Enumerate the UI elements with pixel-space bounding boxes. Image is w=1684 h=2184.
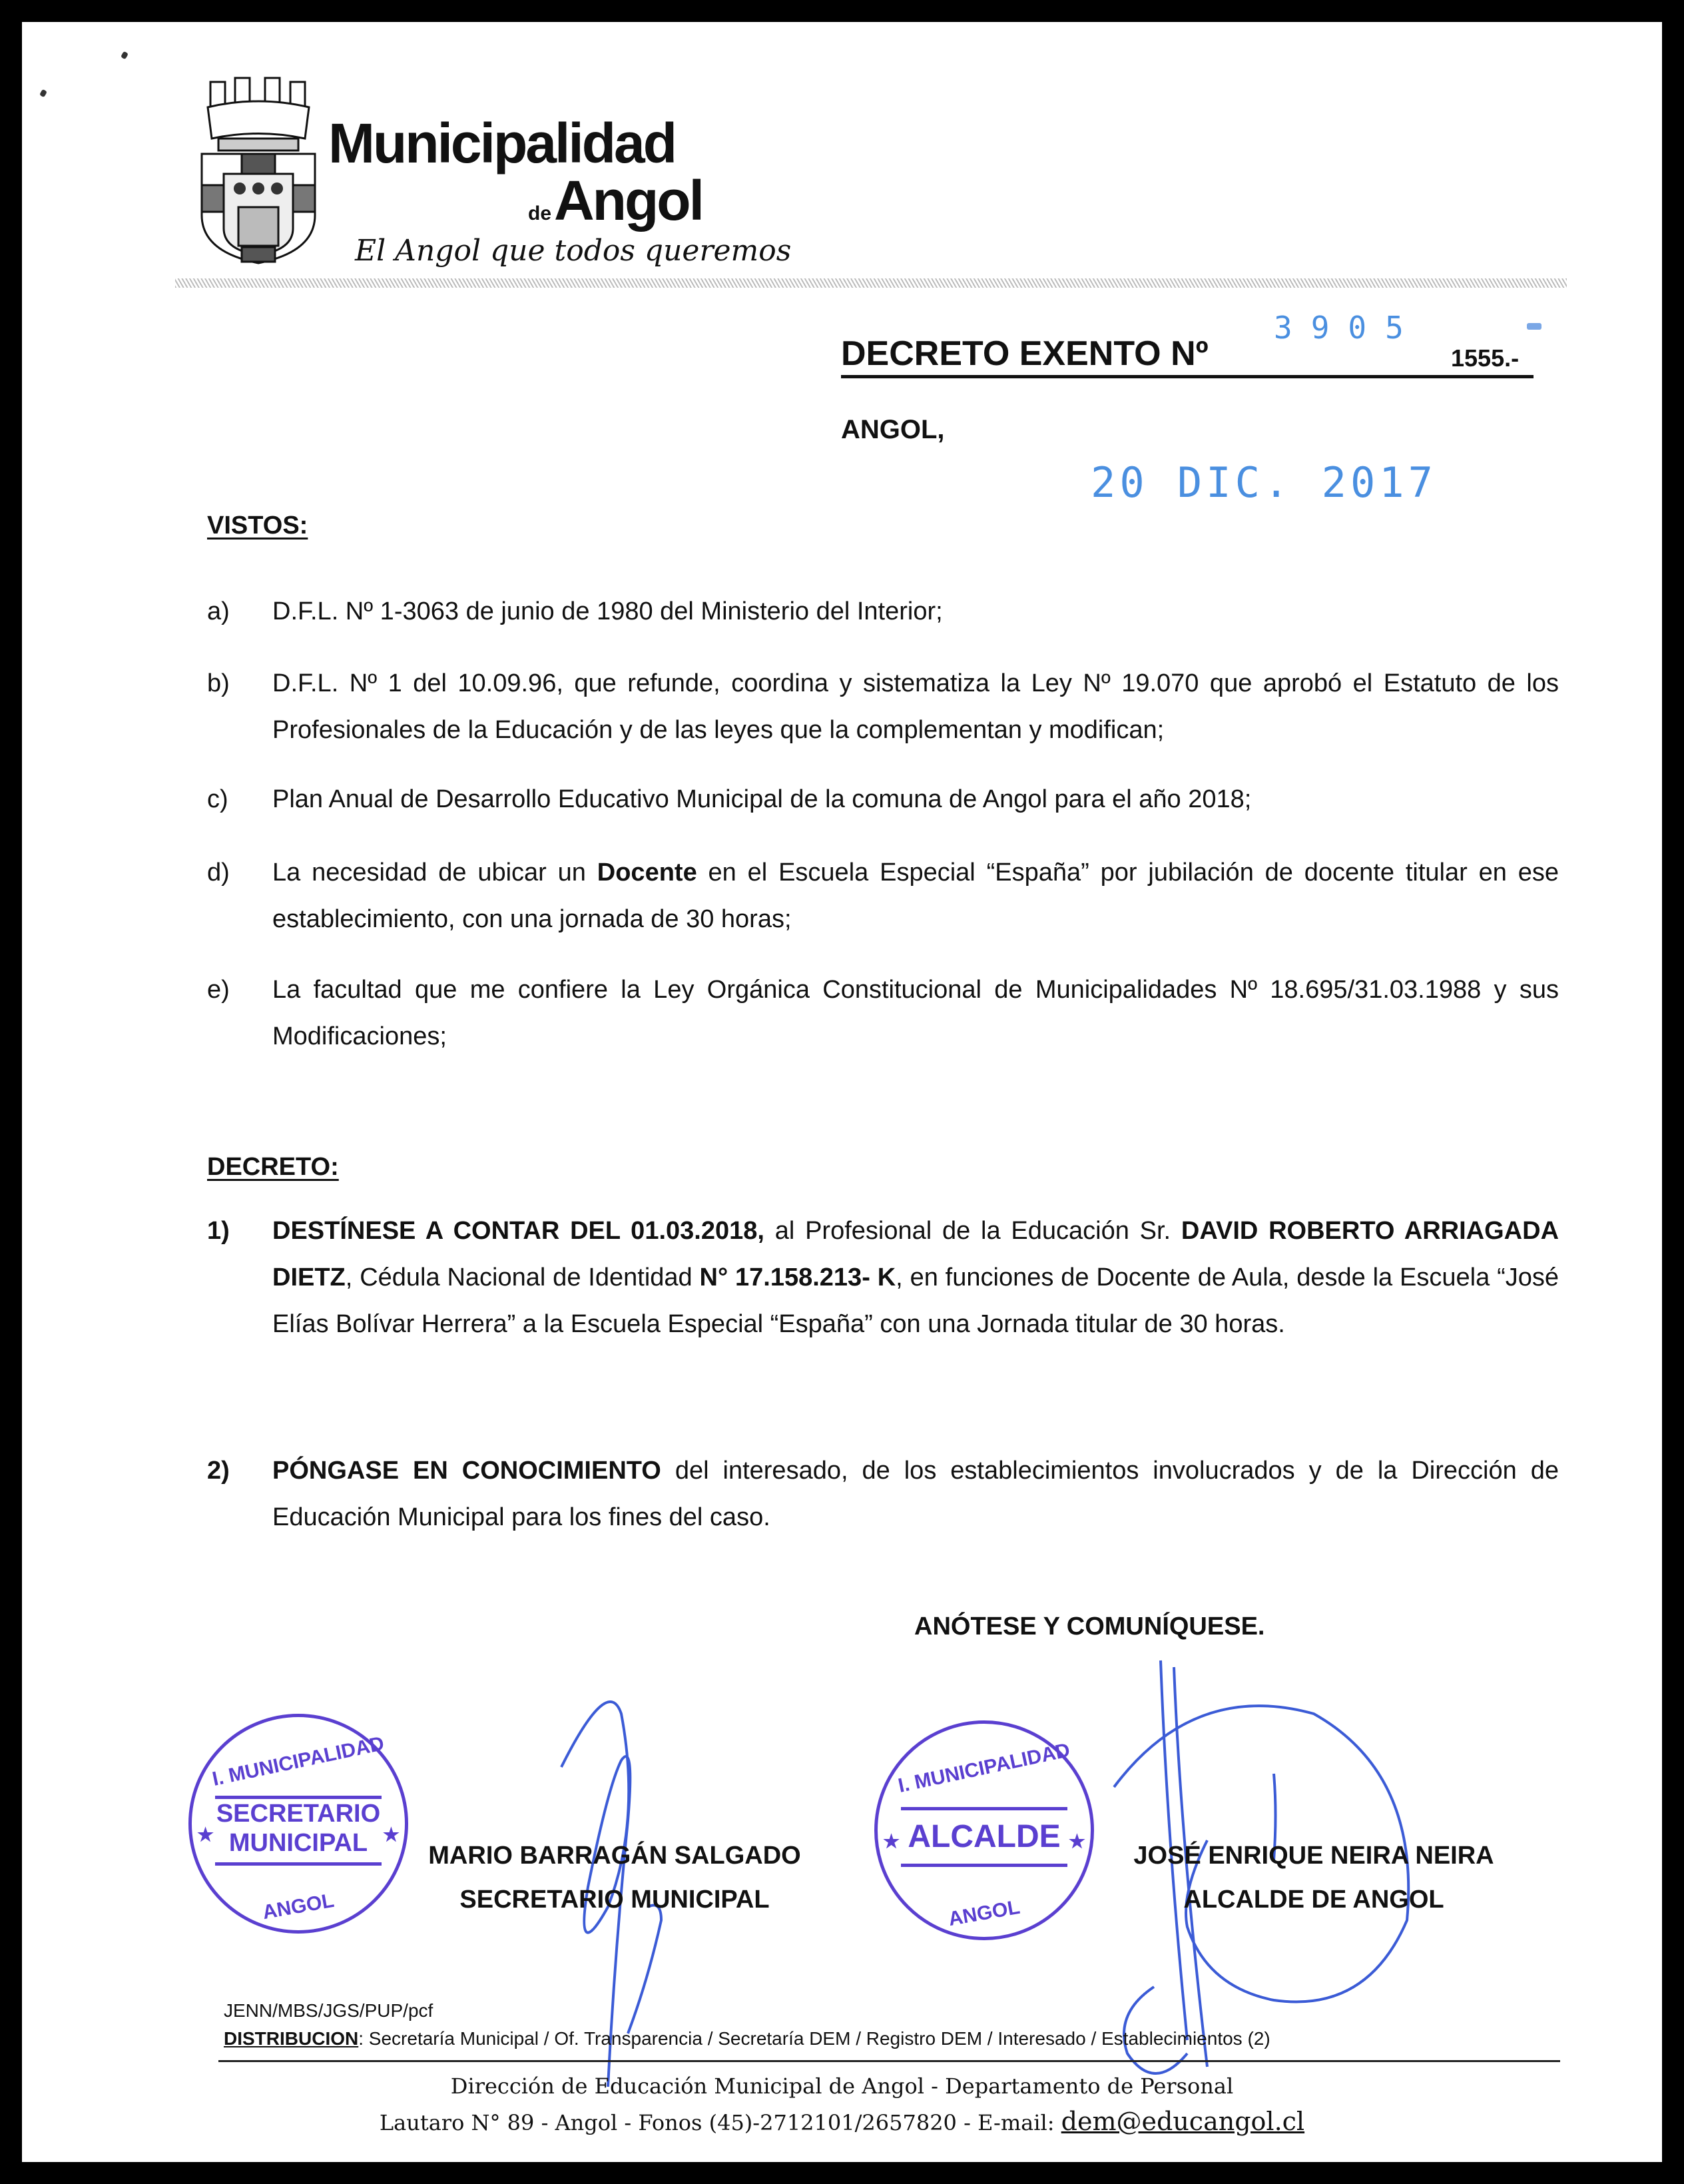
- star-icon: ★: [197, 1824, 214, 1845]
- clause-item: [207, 1447, 1559, 1541]
- decreto-heading: DECRETO:: [207, 1153, 339, 1181]
- seal-top-text: I. MUNICIPALIDAD: [210, 1732, 386, 1790]
- clause-marker: 2): [207, 1457, 230, 1485]
- decree-title-underline: [841, 375, 1534, 378]
- footer-address: [22, 2107, 1662, 2136]
- clause-marker: c): [207, 785, 228, 813]
- clause-bold-text: N° 17.158.213- K: [699, 1264, 896, 1291]
- seal-bar: [215, 1796, 382, 1799]
- secretary-seal: [188, 1714, 408, 1934]
- distribution-list: [224, 2028, 1270, 2049]
- seal-middle-text: ALCALDE: [908, 1819, 1061, 1854]
- clause-item: [207, 776, 1559, 823]
- clause-text: [272, 849, 1559, 942]
- vistos-heading: VISTOS:: [207, 512, 308, 540]
- clause-text: [272, 1447, 1559, 1541]
- clause-text: [272, 1208, 1559, 1347]
- org-city: Angol: [554, 169, 702, 232]
- reference-number: 1555.-: [1451, 344, 1520, 372]
- clause-bold-text: PÓNGASE EN CONOCIMIENTO: [272, 1457, 661, 1485]
- seal-bottom-text: ANGOL: [946, 1896, 1022, 1931]
- decree-city: ANGOL,: [841, 415, 945, 444]
- clause-text: [272, 776, 1559, 823]
- clause-bold-text: DESTÍNESE A CONTAR DEL 01.03.2018,: [272, 1217, 764, 1245]
- clause-bold-text: Docente: [597, 859, 697, 887]
- clause-item: [207, 588, 1559, 635]
- footer-divider: [218, 2060, 1560, 2062]
- clause-marker: d): [207, 859, 230, 887]
- mayor-title: ALCALDE DE ANGOL: [1183, 1886, 1444, 1914]
- clause-text-run: , Cédula Nacional de Identidad: [345, 1264, 700, 1291]
- star-icon: ★: [883, 1831, 900, 1852]
- clause-text: [272, 966, 1559, 1060]
- clause-marker: b): [207, 669, 230, 697]
- scan-speck: [121, 51, 129, 60]
- mayor-seal: [874, 1720, 1094, 1940]
- clause-marker: e): [207, 976, 230, 1004]
- clause-item: [207, 849, 1559, 942]
- org-name: Municipalidad: [328, 112, 676, 175]
- header-divider: [175, 278, 1567, 288]
- footer-address-text: Lautaro N° 89 - Angol - Fonos (45)-2712101/2657820 - E-mail:: [379, 2110, 1055, 2135]
- decree-title: DECRETO EXENTO Nº: [841, 334, 1209, 373]
- clause-marker: 1): [207, 1217, 230, 1245]
- clause-item: [207, 1208, 1559, 1347]
- clause-text-run: D.F.L. Nº 1 del 10.09.96, que refunde, coordina y sistematiza la Ley Nº 19.070 que aprobó el Estatuto de los Profesionales de la Educación y de las leyes que la complementan y modifican;: [272, 669, 1559, 744]
- clause-text-run: D.F.L. Nº 1-3063 de junio de 1980 del Ministerio del Interior;: [272, 597, 943, 625]
- clause-text-run: La facultad que me confiere la Ley Orgánica Constitucional de Municipalidades Nº 18.695/31.03.1988 y sus Modificaciones;: [272, 976, 1559, 1050]
- clause-text-run: La necesidad de ubicar un: [272, 859, 597, 887]
- seal-middle-text-2: MUNICIPAL: [228, 1829, 368, 1857]
- clause-text-run: , en funciones de Docente de Aula, desde la Escuela “José Elías Bolívar Herrera” a la Escuela Especial “España” con una Jornada titular de 30 horas.: [272, 1264, 1559, 1338]
- distribution-recipients: : Secretaría Municipal / Of. Transparencia / Secretaría DEM / Registro DEM / Interesado / Establecimientos (2): [358, 2028, 1270, 2049]
- seal-bottom-text: ANGOL: [260, 1889, 336, 1924]
- org-de: de: [528, 202, 552, 224]
- org-tagline: El Angol que todos queremos: [355, 234, 792, 268]
- clause-marker: a): [207, 597, 230, 625]
- typist-initials: JENN/MBS/JGS/PUP/pcf: [224, 2000, 433, 2021]
- clause-item: [207, 660, 1559, 753]
- date-stamp: 20 DIC. 2017: [1091, 458, 1437, 507]
- clause-text-run: en el Escuela Especial “España” por jubilación de docente titular en ese establecimiento, con una jornada de 30 horas;: [272, 859, 1559, 933]
- clause-text: [272, 660, 1559, 753]
- closing-formula: ANÓTESE Y COMUNÍQUESE.: [914, 1613, 1265, 1640]
- seal-top-text: I. MUNICIPALIDAD: [896, 1739, 1072, 1797]
- seal-bar: [215, 1862, 382, 1866]
- scan-speck: [39, 89, 47, 98]
- document-page: [22, 22, 1662, 2162]
- seal-bar: [901, 1864, 1067, 1867]
- clause-text-run: del interesado, de los establecimientos involucrados y de la Dirección de Educación Municipal para los fines del caso.: [272, 1457, 1559, 1531]
- clause-text-run: Plan Anual de Desarrollo Educativo Municipal de la comuna de Angol para el año 2018;: [272, 785, 1252, 813]
- footer-email-link[interactable]: dem@educangol.cl: [1061, 2107, 1305, 2136]
- org-subtitle: [528, 169, 702, 232]
- clause-text: [272, 588, 1559, 635]
- clause-item: [207, 966, 1559, 1060]
- star-icon: ★: [382, 1824, 400, 1845]
- footer-office: Dirección de Educación Municipal de Angol - Departamento de Personal: [450, 2073, 1234, 2099]
- clause-bold-text: DAVID ROBERTO ARRIAGADA DIETZ: [272, 1217, 1559, 1291]
- seal-middle-text: SECRETARIO: [216, 1800, 381, 1828]
- secretary-name: MARIO BARRAGÁN SALGADO: [428, 1842, 801, 1870]
- mayor-name: JOSÉ ENRIQUE NEIRA NEIRA: [1133, 1842, 1494, 1870]
- clause-text-run: al Profesional de la Educación Sr.: [764, 1217, 1181, 1245]
- stamp-smudge: [1527, 323, 1542, 330]
- seal-bar: [901, 1807, 1067, 1810]
- stamped-decree-number: 3905: [1274, 310, 1422, 346]
- coat-of-arms-icon: [198, 75, 318, 265]
- secretary-title: SECRETARIO MUNICIPAL: [459, 1886, 770, 1914]
- star-icon: ★: [1068, 1831, 1085, 1852]
- distribution-label: DISTRIBUCION: [224, 2028, 359, 2049]
